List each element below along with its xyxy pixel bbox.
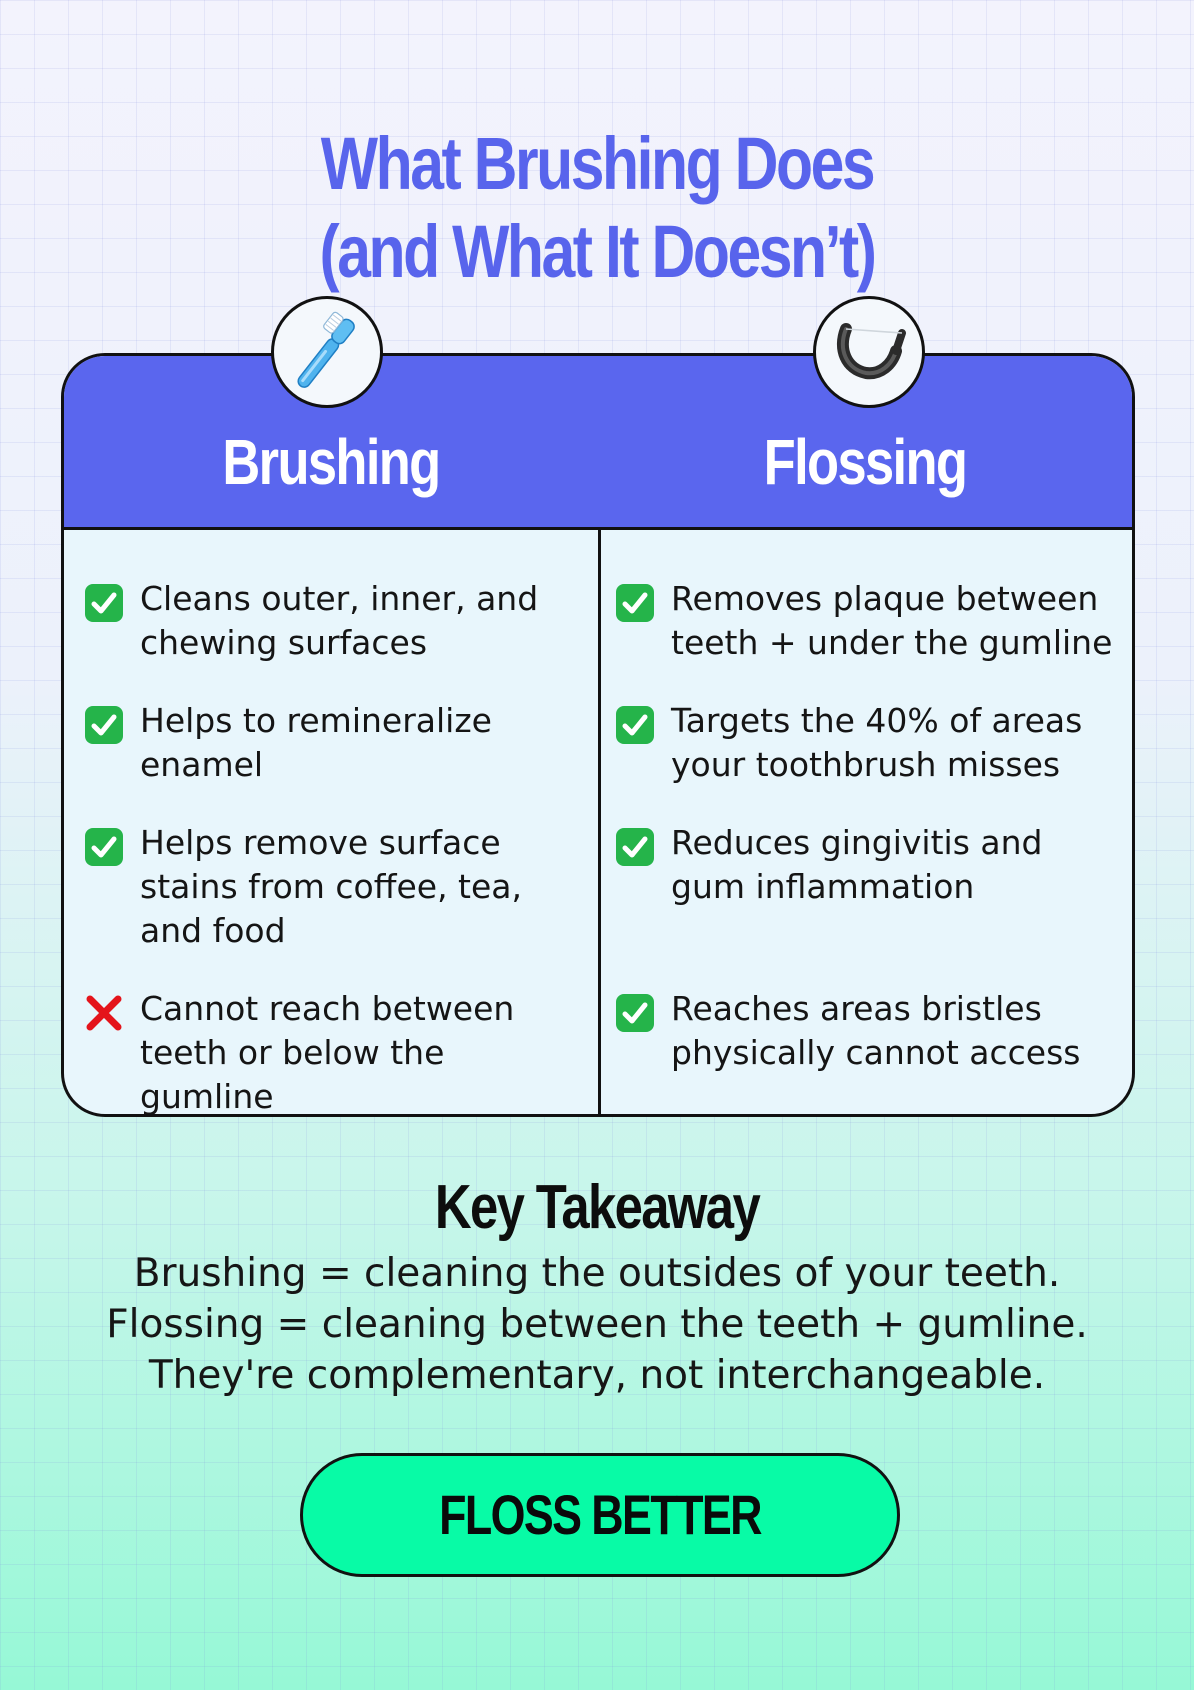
column-divider [598,530,601,1114]
check-icon [84,705,124,745]
floss-better-button[interactable] [300,1453,900,1577]
check-icon [615,583,655,623]
check-icon [615,993,655,1033]
comparison-card [61,353,1135,1117]
check-icon [84,827,124,867]
check-icon [84,583,124,623]
flossing-heading: Flossing [763,426,967,498]
item-text: Helps remove surface stains from coffee, tea, and food [140,823,523,950]
item-text: Removes plaque between teeth + under the gumline [671,579,1113,662]
item-text: Targets the 40% of areas your toothbrush misses [671,701,1083,784]
takeaway-text [0,1248,1194,1401]
page-title-line-1: What Brushing Does [320,121,874,205]
cross-icon [84,993,124,1033]
item-text: Cleans outer, inner, and chewing surfaces [140,579,539,662]
floss-pick-icon [813,296,925,408]
toothbrush-icon [271,296,383,408]
item-text: Helps to remineralize enamel [140,701,492,784]
brushing-heading: Brushing [222,426,440,498]
comparison-header [64,356,1132,530]
item-text: Reaches areas bristles physically cannot access [671,989,1081,1072]
takeaway-line-2: Flossing = cleaning between the teeth + gumline. [106,1302,1088,1347]
item-text: Cannot reach between teeth or below the gumline [140,989,515,1116]
takeaway-line-3: They're complementary, not interchangeable. [148,1353,1046,1398]
takeaway-title: Key Takeaway [434,1173,760,1242]
page-title [107,120,1086,296]
takeaway-line-1: Brushing = cleaning the outsides of your teeth. [133,1251,1061,1296]
check-icon [615,705,655,745]
floss-better-label: FLOSS BETTER [439,1483,761,1546]
page-title-line-2: (and What It Doesn’t) [319,209,875,293]
item-text: Reduces gingivitis and gum inflammation [671,823,1043,906]
check-icon [615,827,655,867]
